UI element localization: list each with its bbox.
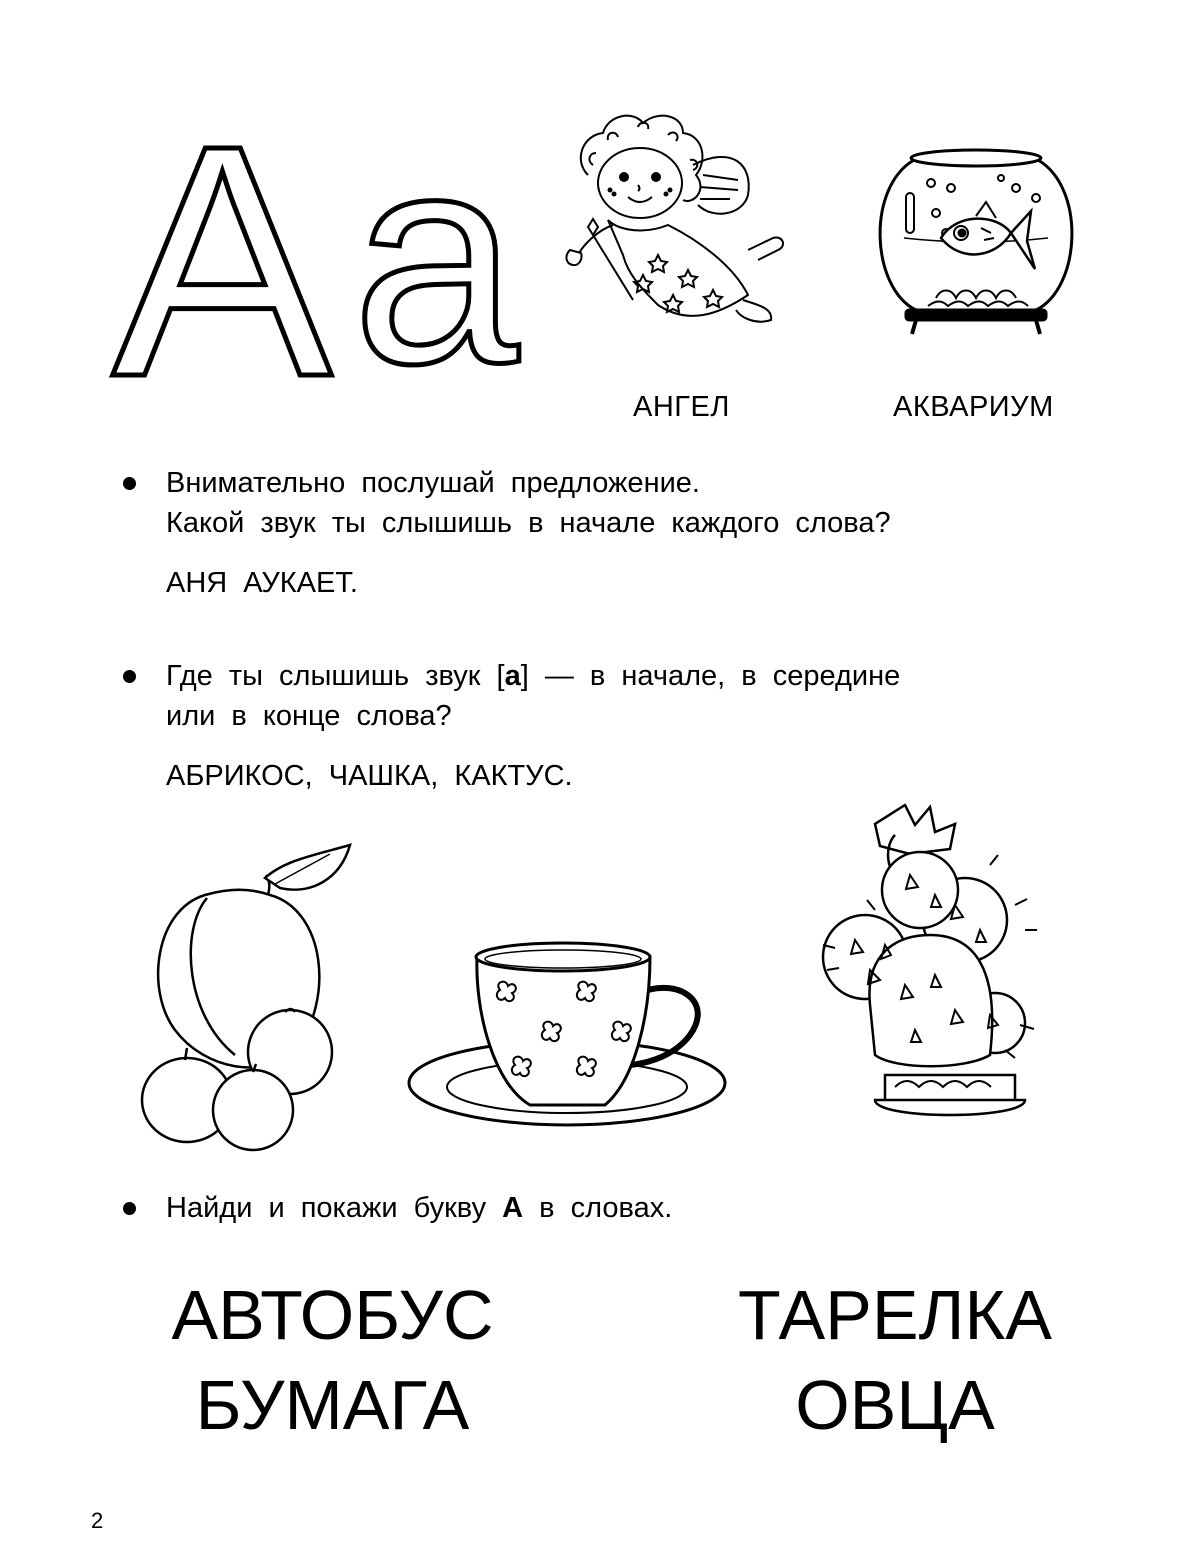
big-lowercase-letter: а (352, 90, 519, 426)
apricot-icon (135, 840, 360, 1150)
task-1-line-1: Внимательно послушай предложение. (166, 467, 700, 499)
aquarium-caption: АКВАРИУМ (893, 391, 1054, 423)
task-1-example: АНЯ АУКАЕТ. (166, 567, 358, 599)
task-2-text-end: ] — в начале, в середине (520, 660, 901, 692)
task-2-line-1 (166, 656, 900, 696)
task-2-example: АБРИКОС, ЧАШКА, КАКТУС. (166, 760, 573, 792)
angel-icon (548, 105, 798, 330)
task-3-text-start: Найди и покажи букву (166, 1192, 503, 1224)
task-2-sound-letter: а (504, 660, 521, 692)
task-1-line-2: Какой звук ты слышишь в начале каждого слова? (166, 507, 891, 539)
task-3-text-end: в словах. (523, 1192, 673, 1224)
cactus-icon (815, 795, 1045, 1145)
page-number: 2 (91, 1508, 104, 1533)
task-3-bold-letter: А (502, 1192, 524, 1224)
angel-caption: АНГЕЛ (633, 391, 730, 423)
cup-icon (405, 935, 735, 1135)
bullet-icon (123, 477, 136, 490)
word-left-2: БУМАГА (195, 1366, 470, 1444)
task-3-text (166, 1188, 672, 1228)
bullet-icon (123, 670, 136, 683)
task-2-line-2: или в конце слова? (166, 700, 452, 732)
word-right-1: ТАРЕЛКА (738, 1276, 1052, 1354)
word-right-2: ОВЦА (795, 1366, 995, 1444)
big-uppercase-letter: А (112, 76, 333, 445)
bullet-icon (123, 1202, 136, 1215)
word-left-1: АВТОБУС (171, 1276, 494, 1354)
task-2-text-start: Где ты слышишь звук [ (166, 660, 505, 692)
aquarium-icon (876, 138, 1076, 338)
